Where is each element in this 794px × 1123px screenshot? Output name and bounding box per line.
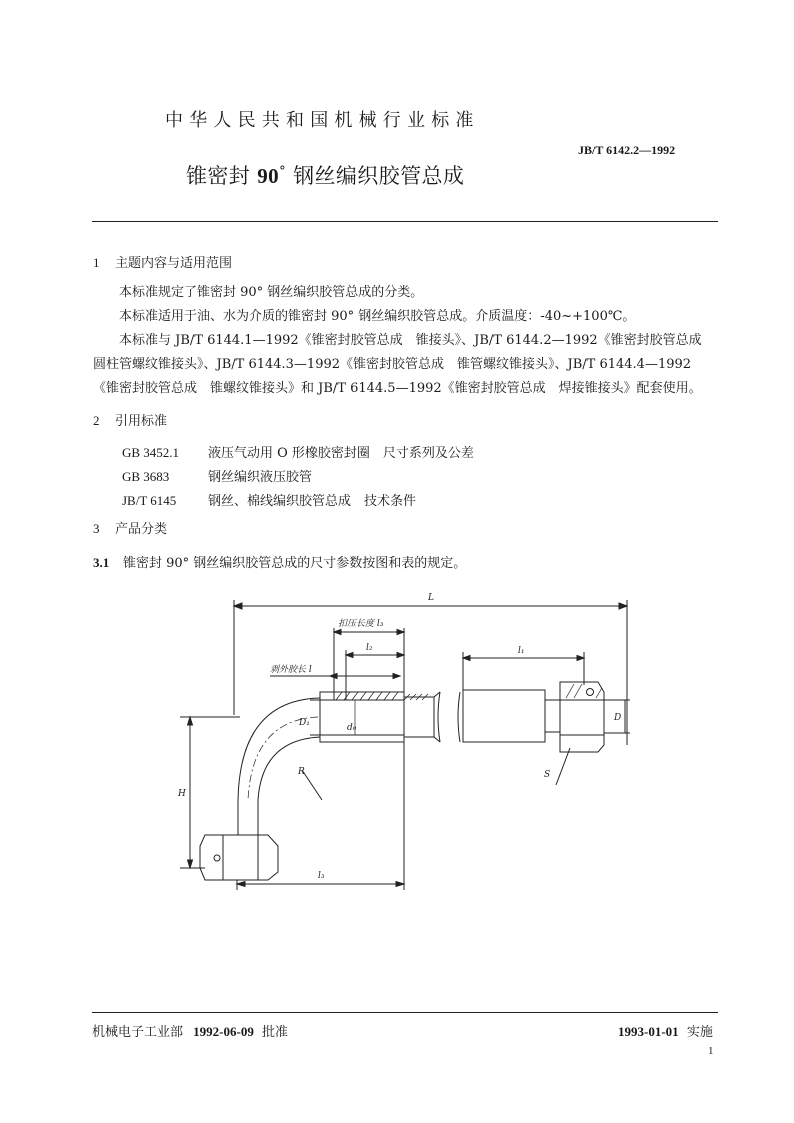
elbow-centerline <box>248 717 318 800</box>
effective-date: 1993-01-01 <box>618 1024 679 1039</box>
page-number: 1 <box>708 1045 714 1057</box>
o-ring <box>214 855 220 861</box>
hatching <box>336 692 428 700</box>
section-1-para-1: 本标准规定了锥密封 90° 钢丝编织胶管总成的分类。 <box>119 285 424 300</box>
arrow <box>393 674 400 679</box>
section-number: 3 <box>93 521 100 536</box>
subsection-number: 3.1 <box>93 555 110 570</box>
title-degree: ° <box>279 164 286 179</box>
title-angle: 90 <box>257 164 280 188</box>
title-prefix: 锥密封 <box>186 164 258 188</box>
elbow-outer <box>238 698 320 800</box>
section-1-para-2: 本标准适用于油、水为介质的锥密封 90° 钢丝编织胶管总成。介质温度：-40~+100℃。 <box>119 309 636 324</box>
section-title: 产品分类 <box>115 522 168 537</box>
label-strip-length: 剥外胶长 l <box>270 665 312 675</box>
break-curve <box>438 692 440 742</box>
leader-line-R <box>302 770 322 800</box>
label-l3-bottom: l₃ <box>318 871 325 881</box>
section-1-para-3: 本标准与 JB/T 6144.1—1992《锥密封胶管总成 锥接头》、JB/T 6144.2—1992《锥密封胶管总成 圆柱管螺纹锥接头》、JB/T 6144.3—1992《锥密封胶管总成 锥管螺纹锥接头》、JB/T 6144.4—1992《锥密封胶管总成 锥螺纹锥接头》和 JB/T 6144.5—1992《锥密封胶管总成 焊接锥接头》配套使用。 <box>93 333 715 396</box>
label-H: H <box>178 789 186 799</box>
bottom-hex-nut <box>200 835 278 880</box>
arrow <box>577 656 584 661</box>
approve-date: 1992-06-09 <box>193 1024 254 1039</box>
effective-word: 实施 <box>686 1025 713 1040</box>
label-l1: l₁ <box>518 646 525 656</box>
label-l2: l₂ <box>366 643 373 653</box>
reference-title: 液压气动用 O 形橡胶密封圈 尺寸系列及公差 <box>208 446 474 461</box>
arrow <box>619 603 627 609</box>
arrow <box>397 630 404 635</box>
label-crimp-length: 扣压长度 l₃ <box>338 619 384 629</box>
arrow <box>397 653 404 658</box>
footer-divider <box>92 1012 718 1013</box>
arrow <box>334 630 341 635</box>
leader-line-S <box>556 748 570 785</box>
arrow <box>188 717 193 725</box>
section-title: 主题内容与适用范围 <box>115 256 233 271</box>
break-curve <box>458 692 460 742</box>
arrow <box>188 860 193 868</box>
issuer: 机械电子工业部 <box>92 1025 184 1040</box>
hatching <box>566 684 602 698</box>
reference-title: 钢丝编织液压胶管 <box>208 470 313 485</box>
standard-header: 中华人民共和国机械行业标准 <box>165 110 480 131</box>
arrow <box>463 656 470 661</box>
label-L: L <box>428 593 434 603</box>
label-S: S <box>544 770 551 780</box>
reference-code: JB/T 6145 <box>122 493 177 508</box>
section-number: 1 <box>93 255 100 270</box>
label-d0: d₀ <box>347 723 357 733</box>
section-title: 引用标准 <box>115 414 168 429</box>
arrow <box>396 882 404 887</box>
arrow <box>234 603 242 609</box>
footer-approval <box>92 1021 288 1040</box>
reference-title: 钢丝、棉线编织胶管总成 技术条件 <box>208 494 417 509</box>
hex-nut <box>560 682 604 752</box>
arrow <box>346 653 353 658</box>
reference-code: GB 3683 <box>122 469 170 484</box>
arrow <box>330 674 337 679</box>
subsection-text: 锥密封 90° 钢丝编织胶管总成的尺寸参数按图和表的规定。 <box>123 556 467 571</box>
hose-segment <box>404 697 434 737</box>
right-fitting-sleeve <box>463 690 545 742</box>
section-number: 2 <box>93 413 100 428</box>
title-suffix: 钢丝编织胶管总成 <box>286 164 465 188</box>
label-D: D <box>614 713 622 723</box>
arrow <box>237 882 245 887</box>
o-ring <box>587 689 594 696</box>
elbow-inner <box>258 737 320 800</box>
standard-code: JB/T 6142.2—1992 <box>578 143 676 157</box>
label-D1: D₁ <box>299 718 310 728</box>
label-R: R <box>298 767 305 777</box>
approve-word: 批准 <box>261 1025 288 1040</box>
footer-effective <box>618 1021 713 1040</box>
reference-code: GB 3452.1 <box>122 445 180 460</box>
